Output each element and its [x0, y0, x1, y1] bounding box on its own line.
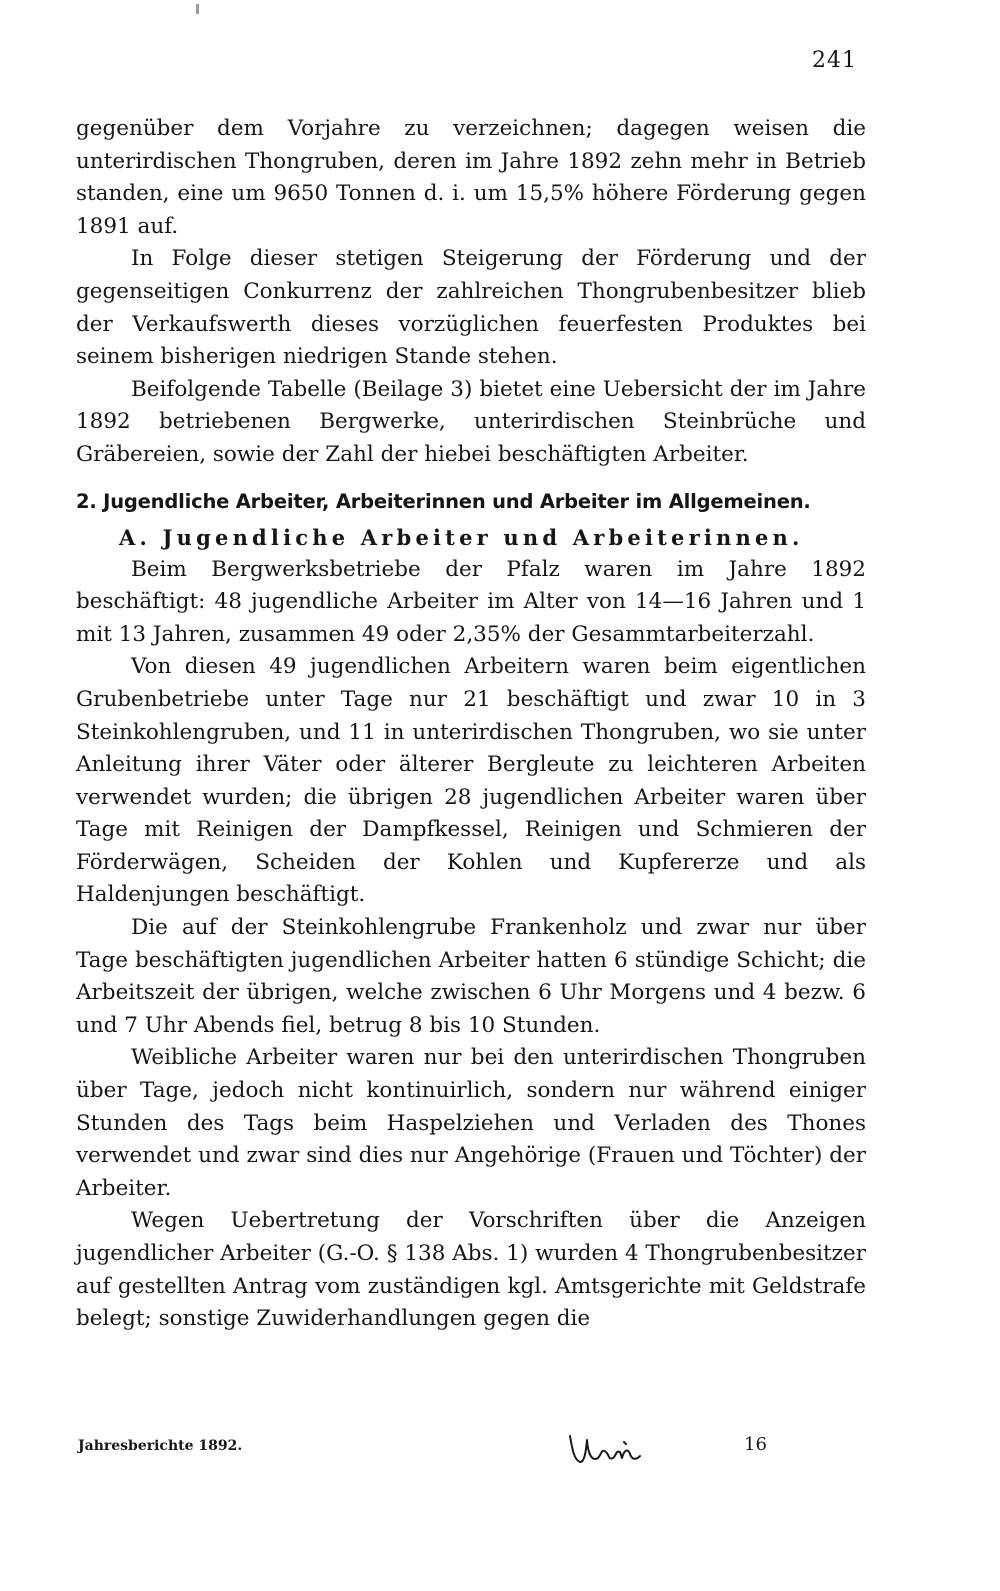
- subsection-heading: A. Jugendliche Arbeiter und Arbeiterinnen.: [119, 524, 804, 550]
- signature-sheet-number: 16: [744, 1434, 767, 1455]
- paragraph-violations: Wegen Uebertretung der Vorschriften über die Anzeigen jugendlicher Arbeiter (G.-O. § 138 Abs. 1) wurden 4 Thongrubenbesitzer auf gestellten Antrag vom zuständigen kgl. Amtsgerichte mit Geldstrafe belegt; sonstige Zuwiderhandlungen gegen die: [76, 1208, 866, 1332]
- paragraph-table-reference: Beifolgende Tabelle (Beilage 3) bietet eine Uebersicht der im Jahre 1892 betriebenen Bergwerke, unterirdischen Steinbrüche und Gräbereien, sowie der Zahl der hiebei beschäftigten Arbeiter.: [76, 376, 866, 467]
- section-heading: 2. Jugendliche Arbeiter, Arbeiterinnen und Arbeiter im Allgemeinen.: [76, 489, 811, 513]
- body-text: [76, 113, 866, 1336]
- paragraph-youth-count: Beim Bergwerksbetriebe der Pfalz waren im Jahre 1892 beschäftigt: 48 jugendliche Arbeiter im Alter von 14—16 Jahren und 1 mit 13 Jahren, zusammen 49 oder 2,35% der Gesammtarbeiterzahl.: [76, 556, 866, 647]
- paragraph-working-hours: Die auf der Steinkohlengrube Frankenholz und zwar nur über Tage beschäftigten jugendlichen Arbeiter hatten 6 stündige Schicht; die Arbeitszeit der übrigen, welche zwischen 6 Uhr Morgens und 4 bezw. 6 und 7 Uhr Abends fiel, betrug 8 bis 10 Stunden.: [76, 915, 866, 1038]
- footer-journal-title: Jahresberichte 1892.: [78, 1438, 243, 1454]
- paragraph-youth-underground: Von diesen 49 jugendlichen Arbeitern waren beim eigentlichen Grubenbetriebe unter Tage nur 21 beschäftigt und zwar 10 in 3 Steinkohlengruben, und 11 in unterirdischen Thongruben, wo sie unter Anleitung ihrer Väter oder älterer Bergleute zu leichteren Arbeiten verwendet wurden; die übrigen 28 jugendlichen Arbeiter waren über Tage mit Reinigen der Dampfkessel, Reinigen und Schmieren der Förderwägen, Scheiden der Kohlen und Kupfererze und als Haldenjungen beschäftigt.: [76, 654, 866, 908]
- paragraph-competition: In Folge dieser stetigen Steigerung der Förderung und der gegenseitigen Conkurrenz der zahlreichen Thongrubenbesitzer blieb der Verkaufswerth dieses vorzüglichen feuerfesten Produktes bei seinem bisherigen niedrigen Stande stehen.: [76, 246, 866, 370]
- page-number: 241: [812, 48, 857, 73]
- handwritten-signature: [566, 1428, 646, 1472]
- scan-speck: [196, 4, 199, 14]
- paragraph-continuation: gegenüber dem Vorjahre zu verzeichnen; dagegen weisen die unterirdischen Thongruben, deren im Jahre 1892 zehn mehr in Betrieb standen, eine um 9650 Tonnen d. i. um 15,5% höhere Förderung gegen 1891 auf.: [76, 116, 866, 239]
- paragraph-female-workers: Weibliche Arbeiter waren nur bei den unterirdischen Thongruben über Tage, jedoch nicht kontinuirlich, sondern nur während einiger Stunden des Tags beim Haspelziehen und Verladen des Thones verwendet und zwar sind dies nur Angehörige (Frauen und Töchter) der Arbeiter.: [76, 1045, 866, 1201]
